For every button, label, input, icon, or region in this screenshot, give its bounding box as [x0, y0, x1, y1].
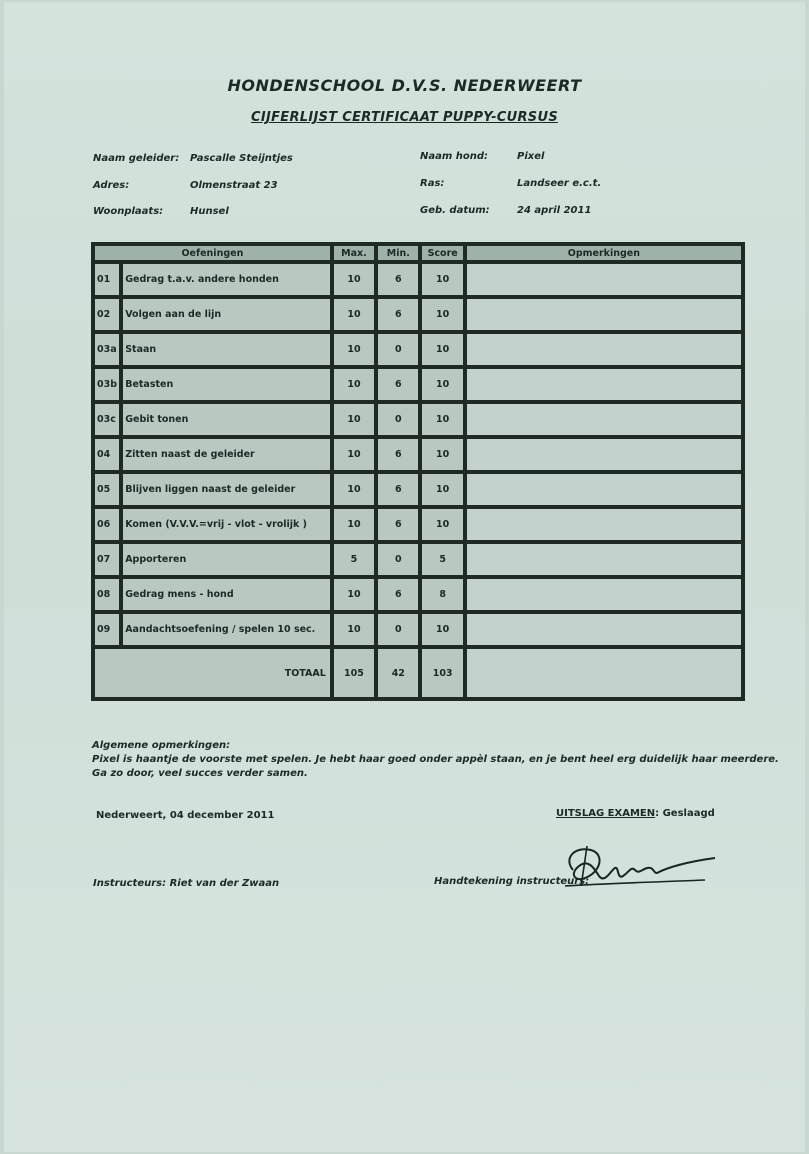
exercise-number: 02 [93, 297, 121, 332]
exercise-name: Betasten [121, 367, 332, 402]
min-score: 6 [376, 437, 420, 472]
achieved-score: 10 [420, 297, 464, 332]
breed-value: Landseer e.c.t. [517, 178, 602, 189]
table-row [93, 577, 743, 612]
max-score: 10 [332, 367, 376, 402]
table-row [93, 507, 743, 542]
score-table [91, 242, 745, 701]
table-header-row [93, 244, 743, 262]
certificate-subtitle: CIJFERLIJST CERTIFICAAT PUPPY-CURSUS [250, 110, 558, 125]
exercise-number: 03a [93, 332, 121, 367]
total-row [93, 647, 743, 699]
exercise-remark [465, 332, 743, 367]
exercise-number: 03b [93, 367, 121, 402]
school-title: HONDENSCHOOL D.V.S. NEDERWEERT [227, 76, 582, 95]
total-score: 103 [420, 647, 464, 699]
exercise-name: Aandachtsoefening / spelen 10 sec. [121, 612, 332, 647]
exercise-remark [465, 542, 743, 577]
exercise-number: 08 [93, 577, 121, 612]
exercise-remark [465, 297, 743, 332]
table-row [93, 297, 743, 332]
exercise-name: Apporteren [121, 542, 332, 577]
table-row [93, 402, 743, 437]
exercise-name: Volgen aan de lijn [121, 297, 332, 332]
exercise-number: 04 [93, 437, 121, 472]
max-score: 10 [332, 297, 376, 332]
total-label: TOTAAL [93, 647, 332, 699]
result-value: : Geslaagd [655, 808, 715, 819]
header-min: Min. [376, 244, 420, 262]
exercise-name: Komen (V.V.V.=vrij - vlot - vrolijk ) [121, 507, 332, 542]
achieved-score: 10 [420, 507, 464, 542]
table-row [93, 542, 743, 577]
min-score: 0 [376, 542, 420, 577]
min-score: 6 [376, 367, 420, 402]
exercise-name: Gedrag mens - hond [121, 577, 332, 612]
total-max: 105 [332, 647, 376, 699]
header-max: Max. [332, 244, 376, 262]
table-row [93, 472, 743, 507]
achieved-score: 10 [420, 402, 464, 437]
total-min: 42 [376, 647, 420, 699]
min-score: 0 [376, 332, 420, 367]
handler-value: Pascalle Steijntjes [190, 153, 293, 164]
achieved-score: 10 [420, 367, 464, 402]
dog-value: Pixel [517, 151, 545, 162]
achieved-score: 10 [420, 332, 464, 367]
exam-result [556, 808, 715, 819]
table-row [93, 262, 743, 297]
instructor-signature [555, 840, 725, 895]
dog-label: Naam hond: [420, 151, 489, 162]
min-score: 6 [376, 472, 420, 507]
max-score: 10 [332, 507, 376, 542]
exercise-number: 07 [93, 542, 121, 577]
exercise-number: 03c [93, 402, 121, 437]
max-score: 10 [332, 402, 376, 437]
exercise-remark [465, 577, 743, 612]
max-score: 10 [332, 577, 376, 612]
header-score: Score [420, 244, 464, 262]
exercise-name: Staan [121, 332, 332, 367]
exercise-remark [465, 402, 743, 437]
table-row [93, 332, 743, 367]
exercise-name: Gedrag t.a.v. andere honden [121, 262, 332, 297]
min-score: 6 [376, 297, 420, 332]
max-score: 10 [332, 262, 376, 297]
address-label: Adres: [93, 180, 130, 191]
address-value: Olmenstraat 23 [190, 180, 278, 191]
signature-label: Handtekening instructeurs: [434, 876, 590, 887]
max-score: 10 [332, 332, 376, 367]
total-remark [465, 647, 743, 699]
dob-value: 24 april 2011 [517, 205, 592, 216]
exercise-remark [465, 262, 743, 297]
remarks-line-1: Pixel is haantje de voorste met spelen. Je hebt haar goed onder appèl staan, en je bent heel erg duidelijk haar meerdere. [92, 754, 779, 765]
min-score: 6 [376, 262, 420, 297]
result-label: UITSLAG EXAMEN [556, 808, 656, 819]
min-score: 0 [376, 402, 420, 437]
instructors: Instructeurs: Riet van der Zwaan [93, 878, 280, 889]
exercise-number: 01 [93, 262, 121, 297]
remarks-line-2: Ga zo door, veel succes verder samen. [92, 768, 308, 779]
exercise-remark [465, 437, 743, 472]
breed-label: Ras: [420, 178, 445, 189]
exercise-number: 06 [93, 507, 121, 542]
header-remarks: Opmerkingen [465, 244, 743, 262]
place-date: Nederweert, 04 december 2011 [96, 810, 275, 821]
header-exercises: Oefeningen [93, 244, 332, 262]
remarks-heading: Algemene opmerkingen: [92, 740, 231, 751]
exercise-name: Blijven liggen naast de geleider [121, 472, 332, 507]
exercise-name: Gebit tonen [121, 402, 332, 437]
handler-label: Naam geleider: [93, 153, 180, 164]
city-value: Hunsel [190, 206, 229, 217]
table-row [93, 437, 743, 472]
max-score: 10 [332, 472, 376, 507]
exercise-remark [465, 472, 743, 507]
table-row [93, 367, 743, 402]
exercise-number: 09 [93, 612, 121, 647]
max-score: 10 [332, 437, 376, 472]
achieved-score: 10 [420, 612, 464, 647]
city-label: Woonplaats: [93, 206, 164, 217]
general-remarks [92, 739, 779, 781]
exercise-number: 05 [93, 472, 121, 507]
achieved-score: 8 [420, 577, 464, 612]
exercise-remark [465, 367, 743, 402]
max-score: 10 [332, 612, 376, 647]
dob-label: Geb. datum: [420, 205, 490, 216]
exercise-name: Zitten naast de geleider [121, 437, 332, 472]
achieved-score: 10 [420, 472, 464, 507]
exercise-remark [465, 612, 743, 647]
achieved-score: 5 [420, 542, 464, 577]
achieved-score: 10 [420, 437, 464, 472]
table-row [93, 612, 743, 647]
achieved-score: 10 [420, 262, 464, 297]
max-score: 5 [332, 542, 376, 577]
min-score: 6 [376, 577, 420, 612]
min-score: 6 [376, 507, 420, 542]
min-score: 0 [376, 612, 420, 647]
exercise-remark [465, 507, 743, 542]
